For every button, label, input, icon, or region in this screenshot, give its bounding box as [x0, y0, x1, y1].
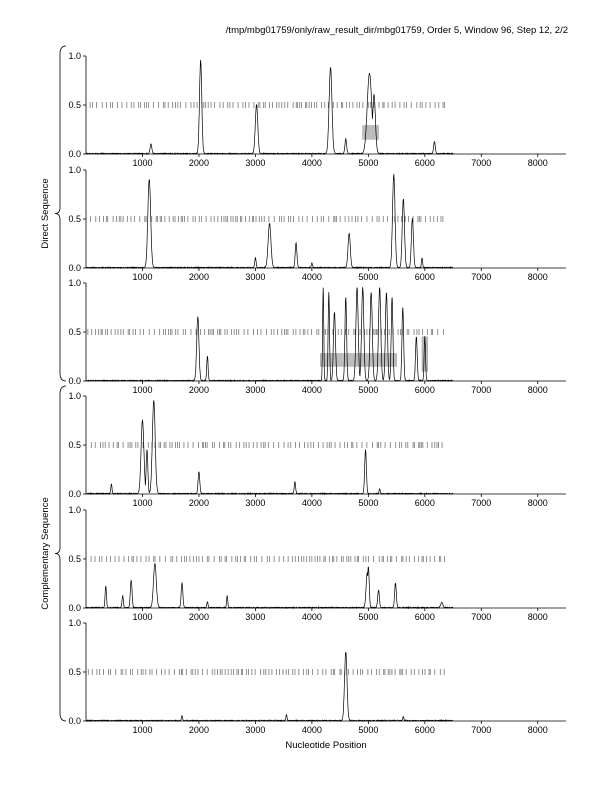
marker-row — [88, 329, 444, 335]
marker-row — [90, 102, 444, 108]
x-tick-label: 6000 — [414, 725, 435, 735]
x-tick-label: 4000 — [301, 385, 322, 395]
panel-3 — [68, 278, 566, 395]
x-tick-label: 4000 — [301, 158, 322, 168]
x-tick-label: 3000 — [245, 725, 266, 735]
x-tick-label: 8000 — [527, 272, 548, 282]
group-1 — [40, 46, 66, 381]
panel-1 — [68, 51, 566, 168]
series-line — [86, 652, 453, 721]
x-tick-label: 2000 — [188, 272, 209, 282]
y-tick-label: 0.5 — [68, 214, 81, 224]
x-tick-label: 6000 — [414, 385, 435, 395]
y-tick-label: 1.0 — [68, 278, 81, 288]
x-axis-label: Nucleotide Position — [285, 740, 367, 751]
x-tick-label: 2000 — [188, 385, 209, 395]
x-tick-label: 3000 — [245, 272, 266, 282]
y-tick-label: 0.0 — [68, 489, 81, 499]
series-line — [86, 563, 453, 608]
marker-row — [91, 556, 444, 562]
x-tick-label: 1000 — [132, 612, 153, 622]
y-tick-label: 0.5 — [68, 440, 81, 450]
x-tick-label: 7000 — [471, 498, 492, 508]
x-tick-label: 3000 — [245, 158, 266, 168]
x-tick-label: 6000 — [414, 272, 435, 282]
x-tick-label: 7000 — [471, 158, 492, 168]
panel-4 — [68, 391, 566, 508]
x-tick-label: 7000 — [471, 272, 492, 282]
x-tick-label: 8000 — [527, 158, 548, 168]
x-tick-label: 2000 — [188, 612, 209, 622]
x-tick-label: 6000 — [414, 498, 435, 508]
x-tick-label: 8000 — [527, 385, 548, 395]
panels-layer — [68, 51, 566, 735]
y-tick-label: 1.0 — [68, 391, 81, 401]
x-tick-label: 3000 — [245, 612, 266, 622]
x-tick-label: 4000 — [301, 725, 322, 735]
marker-row — [90, 216, 442, 222]
x-tick-label: 2000 — [188, 158, 209, 168]
x-tick-label: 3000 — [245, 385, 266, 395]
y-tick-label: 1.0 — [68, 51, 81, 61]
x-tick-label: 4000 — [301, 272, 322, 282]
y-tick-label: 1.0 — [68, 618, 81, 628]
x-tick-label: 5000 — [358, 272, 379, 282]
x-tick-label: 1000 — [132, 725, 153, 735]
panel-6 — [68, 618, 566, 735]
y-tick-label: 0.0 — [68, 263, 81, 273]
y-tick-label: 0.0 — [68, 376, 81, 386]
group-label: Complementary Sequence — [40, 497, 51, 610]
series-line — [86, 401, 453, 494]
groups-layer — [40, 46, 66, 721]
x-tick-label: 8000 — [527, 612, 548, 622]
group-brace — [55, 386, 66, 721]
group-2 — [40, 386, 66, 721]
panel-2 — [68, 165, 566, 282]
y-tick-label: 0.0 — [68, 716, 81, 726]
x-tick-label: 5000 — [358, 158, 379, 168]
x-tick-label: 6000 — [414, 612, 435, 622]
x-tick-label: 1000 — [132, 498, 153, 508]
x-tick-label: 8000 — [527, 725, 548, 735]
x-tick-label: 3000 — [245, 498, 266, 508]
x-tick-label: 4000 — [301, 612, 322, 622]
x-tick-label: 5000 — [358, 612, 379, 622]
marker-row — [88, 669, 444, 675]
y-tick-label: 0.5 — [68, 100, 81, 110]
x-tick-label: 6000 — [414, 158, 435, 168]
x-tick-label: 1000 — [132, 272, 153, 282]
panel-5 — [68, 505, 566, 622]
highlight-box — [320, 354, 396, 367]
x-tick-label: 7000 — [471, 725, 492, 735]
y-tick-label: 0.5 — [68, 554, 81, 564]
x-tick-label: 1000 — [132, 385, 153, 395]
y-tick-label: 0.0 — [68, 603, 81, 613]
y-tick-label: 0.5 — [68, 667, 81, 677]
group-brace — [55, 46, 66, 381]
y-tick-label: 1.0 — [68, 165, 81, 175]
y-tick-label: 0.0 — [68, 149, 81, 159]
x-tick-label: 4000 — [301, 498, 322, 508]
x-tick-label: 2000 — [188, 498, 209, 508]
x-tick-label: 7000 — [471, 612, 492, 622]
x-tick-label: 1000 — [132, 158, 153, 168]
x-tick-label: 5000 — [358, 385, 379, 395]
x-tick-label: 7000 — [471, 385, 492, 395]
x-tick-label: 5000 — [358, 725, 379, 735]
x-tick-label: 2000 — [188, 725, 209, 735]
x-tick-label: 5000 — [358, 498, 379, 508]
y-tick-label: 0.5 — [68, 327, 81, 337]
group-label: Direct Sequence — [40, 178, 51, 249]
page-title: /tmp/mbg01759/only/raw_result_dir/mbg01759, Order 5, Window 96, Step 12, 2/2 — [225, 25, 568, 36]
x-tick-label: 8000 — [527, 498, 548, 508]
y-tick-label: 1.0 — [68, 505, 81, 515]
